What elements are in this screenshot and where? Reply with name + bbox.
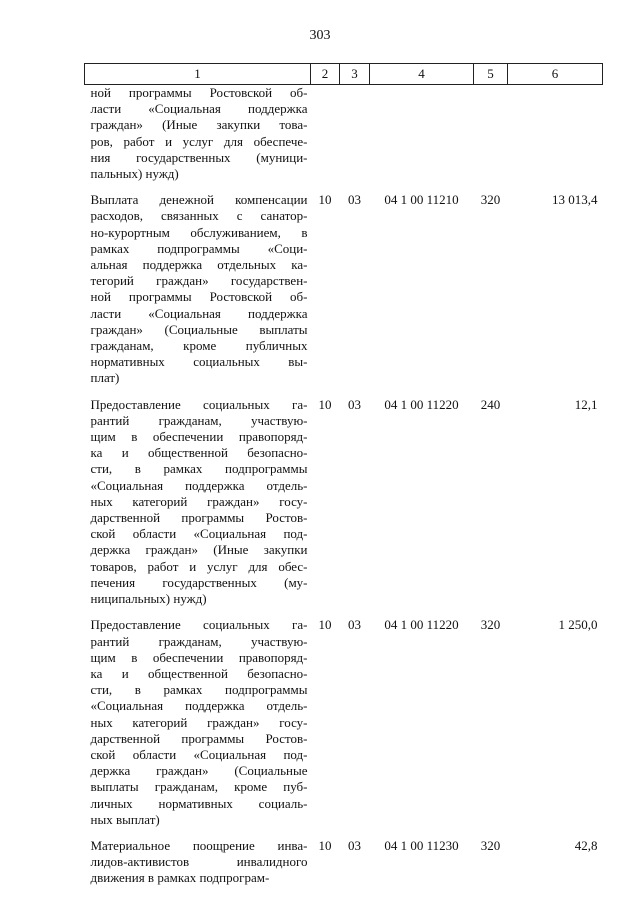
description-line: рамках подпрограммы «Соци- [90,240,308,256]
description-line: ных выплат) [90,811,160,827]
table-body [85,85,603,897]
description-line: альная поддержка отдельных ка- [90,257,308,273]
description-line: дарственной программы Ростов- [90,510,308,526]
subsection-code: 03 [348,617,361,633]
row-description [85,838,311,897]
column-header-6: 6 [508,64,603,85]
description-line: расходов, связанных с санатор- [90,208,308,224]
expense-type-code: 320 [480,617,501,633]
description-line: выплаты гражданам, кроме пуб- [90,779,308,795]
description-line: ниципальных) нужд) [90,591,207,607]
page-number: 303 [309,28,331,43]
description-line: ласти «Социальная поддержка [90,305,308,321]
target-article-code: 04 1 00 11210 [384,192,459,208]
description-line: держка граждан» (Иные закупки [90,542,308,558]
column-header-2: 2 [311,64,340,85]
row-description [85,397,311,618]
amount [508,85,603,193]
description-line: «Социальная поддержка отдель- [90,698,308,714]
table-row [85,85,603,193]
table-row [85,192,603,396]
description-line: товаров, работ и услуг для обес- [90,558,308,574]
description-line: ской области «Социальная под- [90,746,308,762]
description-line: гражданам, кроме публичных [90,338,308,354]
budget-table [84,63,603,897]
description-line: сти, в рамках подпрограммы [90,682,308,698]
description-line: дарственной программы Ростов- [90,730,308,746]
description-line: ных категорий граждан» госу- [90,493,308,509]
target-article-code: 04 1 00 11220 [384,617,459,633]
expense-type-code: 320 [480,837,501,853]
amount: 42,8 [574,837,598,853]
description-line: пальных) нужд) [90,166,179,182]
table-header-row [85,64,603,85]
row-description [85,85,311,193]
table-row [85,617,603,838]
description-line: но-курортным обслуживанием, в [90,224,308,240]
description-line: рантий гражданам, участвую- [90,633,308,649]
description-line: держка граждан» (Социальные [90,763,308,779]
description-line: ной программы Ростовской об- [90,289,308,305]
description-line: Предоставление социальных га- [90,396,308,412]
column-header-5: 5 [474,64,508,85]
description-line: Предоставление социальных га- [90,617,308,633]
target-article-code: 04 1 00 11230 [384,837,459,853]
column-header-1: 1 [85,64,311,85]
target-article-code: 04 1 00 11220 [384,396,459,412]
description-line: печения государственных (му- [90,574,308,590]
section-code: 10 [318,192,332,208]
amount: 13 013,4 [552,192,598,208]
subsection-code [340,85,370,193]
column-header-3: 3 [340,64,370,85]
amount: 1 250,0 [558,617,598,633]
description-line: ка и общественной безопасно- [90,445,308,461]
target-article-code [370,85,474,193]
description-line: сти, в рамках подпрограммы [90,461,308,477]
description-line: ка и общественной безопасно- [90,665,308,681]
description-line: щим в обеспечении правопоряд- [90,429,308,445]
description-line: ных категорий граждан» госу- [90,714,308,730]
description-line: лидов-активистов инвалидного [90,854,308,870]
expense-type-code: 320 [480,192,501,208]
description-line: Материальное поощрение инва- [90,837,308,853]
description-line: ласти «Социальная поддержка [90,101,308,117]
section-code: 10 [318,837,332,853]
description-line: нормативных социальных вы- [90,354,308,370]
amount: 12,1 [574,396,598,412]
column-header-4: 4 [370,64,474,85]
section-code: 10 [318,396,332,412]
expense-type-code [474,85,508,193]
subsection-code: 03 [348,837,361,853]
description-line: тегорий граждан» государствен- [90,273,308,289]
description-line: плат) [90,370,120,386]
description-line: щим в обеспечении правопоряд- [90,649,308,665]
section-code: 10 [318,617,332,633]
description-line: ров, работ и услуг для обеспече- [90,133,308,149]
description-line: Выплата денежной компенсации [90,192,308,208]
row-description [85,617,311,838]
subsection-code: 03 [348,192,361,208]
section-code [311,85,340,193]
table-row [85,397,603,618]
description-line: граждан» (Иные закупки това- [90,117,308,133]
description-line: ния государственных (муници- [90,149,308,165]
description-line: «Социальная поддержка отдель- [90,477,308,493]
description-line: рантий гражданам, участвую- [90,412,308,428]
row-description [85,192,311,396]
description-line: граждан» (Социальные выплаты [90,321,308,337]
description-line: личных нормативных социаль- [90,795,308,811]
description-line: ской области «Социальная под- [90,526,308,542]
description-line: ной программы Ростовской об- [90,85,308,100]
subsection-code: 03 [348,396,361,412]
table-row [85,838,603,897]
description-line: движения в рамках подпрограм- [90,870,270,886]
expense-type-code: 240 [480,396,501,412]
